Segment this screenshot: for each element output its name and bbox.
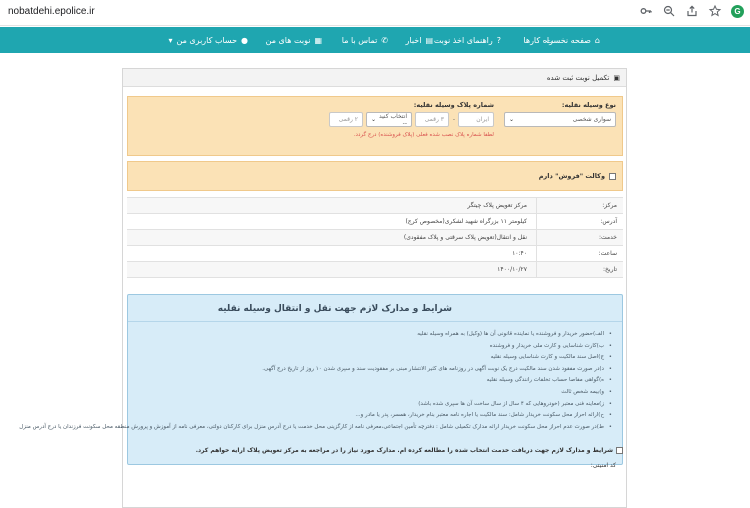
info-row bbox=[127, 198, 623, 214]
vekalat-label: وکالت "فروش" دارم bbox=[538, 172, 605, 180]
condition-item: • ز)معاینه فنی معتبر (خودروهایی که ۴ سال از سال ساخت آن ها سپری شده باشد) bbox=[132, 399, 612, 411]
condition-item: • الف)حضور خریدار و فروشنده یا نماینده قانونی آن ها (وکیل) به همراه وسیله نقلیه bbox=[132, 329, 612, 341]
nav-news-label: اخبار bbox=[405, 35, 422, 45]
news-icon: ▤ bbox=[425, 35, 433, 45]
chevron-down-icon: ▾ bbox=[168, 35, 173, 45]
nav-guides[interactable] bbox=[523, 27, 553, 53]
info-divider bbox=[536, 198, 537, 214]
info-divider bbox=[536, 230, 537, 246]
info-value: نقل و انتقال(تعویض پلاک سرقتی و پلاک مفقودی) bbox=[403, 234, 527, 241]
info-key: آدرس: bbox=[600, 218, 617, 225]
plate-letter-value: انتخاب کنید -- bbox=[378, 112, 407, 127]
info-value: کیلومتر ۱۱ بزرگراه شهید لشکری(مخصوص کرج) bbox=[405, 218, 527, 225]
info-divider bbox=[536, 262, 537, 278]
vehicle-section bbox=[127, 96, 623, 156]
info-value: ۱۰:۴۰ bbox=[512, 250, 527, 257]
booking-info-table bbox=[127, 197, 623, 278]
vehicle-type-value: سواری شخصی bbox=[572, 116, 611, 123]
info-row bbox=[127, 246, 623, 262]
condition-item: • ح)ارائه احراز محل سکونت خریدار شامل: سند مالکیت یا اجاره نامه معتبر بنام خریدار، همسر، پدر یا مادر و... bbox=[132, 410, 612, 422]
plate-iran-placeholder: ایران bbox=[476, 116, 489, 123]
conditions-title: شرایط و مدارک لازم جهت نقل و انتقال وسیله نقلیه bbox=[217, 304, 452, 314]
print-icon: ▣ bbox=[613, 73, 620, 82]
conditions-divider bbox=[128, 321, 622, 322]
accept-terms-label: شرایط و مدارک لازم جهت دریافت خدمت انتخاب شده را مطالعه کرده ام. مدارک مورد نیاز را در مراجعه به مرکز تعویض پلاک ارایه خواهم کرد. bbox=[195, 447, 613, 454]
info-row bbox=[127, 214, 623, 230]
vehicle-type-label: نوع وسیله نقلیه: bbox=[561, 101, 616, 109]
star-icon[interactable] bbox=[708, 4, 722, 18]
plate-2digit-input[interactable] bbox=[329, 112, 363, 127]
address-bar[interactable]: nobatdehi.epolice.ir bbox=[8, 6, 95, 17]
condition-item: • ط)در صورت عدم احراز محل سکونت خریدار ارائه مدارک تکمیلی شامل : دفترچه تأمین اجتماعی،معرفی نامه از کارگزینی محل خدمت یا درج آدرس منزل برای کارکنان دولتی، معرفی نامه از آموزش و پرورش منطقه محل سکونت فرزندان یا درج آدرس منزل bbox=[132, 422, 612, 434]
plate-warning: لطفا شماره پلاک نصب شده فعلی (پلاک فروشنده) درج گردد. bbox=[353, 132, 494, 138]
plate-letter-select[interactable] bbox=[366, 112, 412, 127]
plate-3digit-placeholder: ۳ رقمی bbox=[424, 116, 444, 123]
vekalat-checkbox[interactable] bbox=[609, 173, 616, 180]
condition-item: • ج)اصل سند مالکیت و کارت شناسایی وسیله نقلیه bbox=[132, 352, 612, 364]
info-divider bbox=[536, 214, 537, 230]
condition-item: • ب)کارت شناسایی و کارت ملی خریدار و فروشنده bbox=[132, 341, 612, 353]
nav-home-label: صفحه نخست bbox=[545, 35, 591, 45]
booking-panel bbox=[19, 68, 627, 508]
nav-help[interactable] bbox=[434, 27, 501, 53]
captcha-label: کد امنیتی: bbox=[590, 462, 616, 469]
user-icon: ● bbox=[241, 35, 248, 45]
main-nav bbox=[0, 27, 750, 53]
info-key: مرکز: bbox=[602, 202, 617, 209]
condition-item: • د)در صورت مفقود شدن سند مالکیت درج یک نوبت آگهی در روزنامه های کثیر الانتشار مبنی بر مفقودیت سند و سپری شدن ۱۰ روز از تاریخ درج آگهی. bbox=[132, 364, 612, 376]
plate-iran-input[interactable] bbox=[458, 112, 494, 127]
vekalat-section bbox=[127, 161, 623, 191]
condition-item: • ه)گواهی مفاصا حساب تخلفات رانندگی وسیله نقلیه bbox=[132, 375, 612, 387]
nav-home[interactable] bbox=[546, 27, 600, 53]
nav-account-label: حساب کاربری من bbox=[176, 35, 238, 45]
chevron-down-icon: ⌄ bbox=[371, 116, 377, 123]
zoom-icon[interactable] bbox=[662, 4, 676, 18]
vehicle-type-select[interactable] bbox=[504, 112, 616, 127]
conditions-list bbox=[19, 329, 612, 433]
info-key: خدمت: bbox=[599, 234, 617, 241]
accept-terms-row bbox=[122, 445, 627, 457]
condition-item: • و)بیمه شخص ثالث bbox=[132, 387, 612, 399]
list-icon: ▦ bbox=[314, 35, 322, 45]
info-key: ساعت: bbox=[598, 250, 617, 257]
nav-my-turns[interactable] bbox=[266, 27, 322, 53]
plate-3digit-input[interactable] bbox=[415, 112, 449, 127]
info-row bbox=[127, 262, 623, 278]
nav-contact[interactable] bbox=[342, 27, 388, 53]
share-icon[interactable] bbox=[685, 4, 699, 18]
conditions-box bbox=[19, 294, 623, 465]
nav-account[interactable] bbox=[168, 27, 248, 53]
accept-terms-checkbox[interactable] bbox=[616, 447, 623, 454]
info-row bbox=[127, 230, 623, 246]
nav-my-turns-label: نوبت های من bbox=[265, 35, 311, 45]
browser-actions bbox=[639, 4, 744, 18]
phone-icon: ✆ bbox=[381, 35, 388, 45]
profile-avatar[interactable]: G bbox=[731, 5, 744, 18]
nav-guides-label: راه کارها bbox=[523, 35, 553, 45]
home-icon: ⌂ bbox=[594, 35, 600, 45]
plate-dash: - bbox=[452, 116, 455, 123]
nav-news[interactable] bbox=[406, 27, 433, 53]
info-value: ۱۴۰۰/۱۰/۲۷ bbox=[497, 266, 527, 273]
info-divider bbox=[536, 246, 537, 262]
nav-contact-label: تماس با ما bbox=[341, 35, 378, 45]
info-key: تاریخ: bbox=[603, 266, 617, 273]
nav-help-label: راهنمای اخذ نوبت bbox=[433, 35, 493, 45]
panel-header bbox=[123, 69, 626, 87]
plate-2digit-placeholder: ۲ رقمی bbox=[338, 116, 358, 123]
panel-title: تکمیل نوبت ثبت شده bbox=[546, 73, 610, 82]
chevron-down-icon: ⌄ bbox=[509, 116, 515, 123]
info-value: مرکز تعویض پلاک چیتگر bbox=[467, 202, 527, 209]
plate-label: شماره پلاک وسیله نقلیه: bbox=[413, 101, 494, 109]
question-icon: ? bbox=[496, 35, 501, 45]
browser-toolbar bbox=[0, 0, 750, 26]
key-icon[interactable] bbox=[639, 4, 653, 18]
